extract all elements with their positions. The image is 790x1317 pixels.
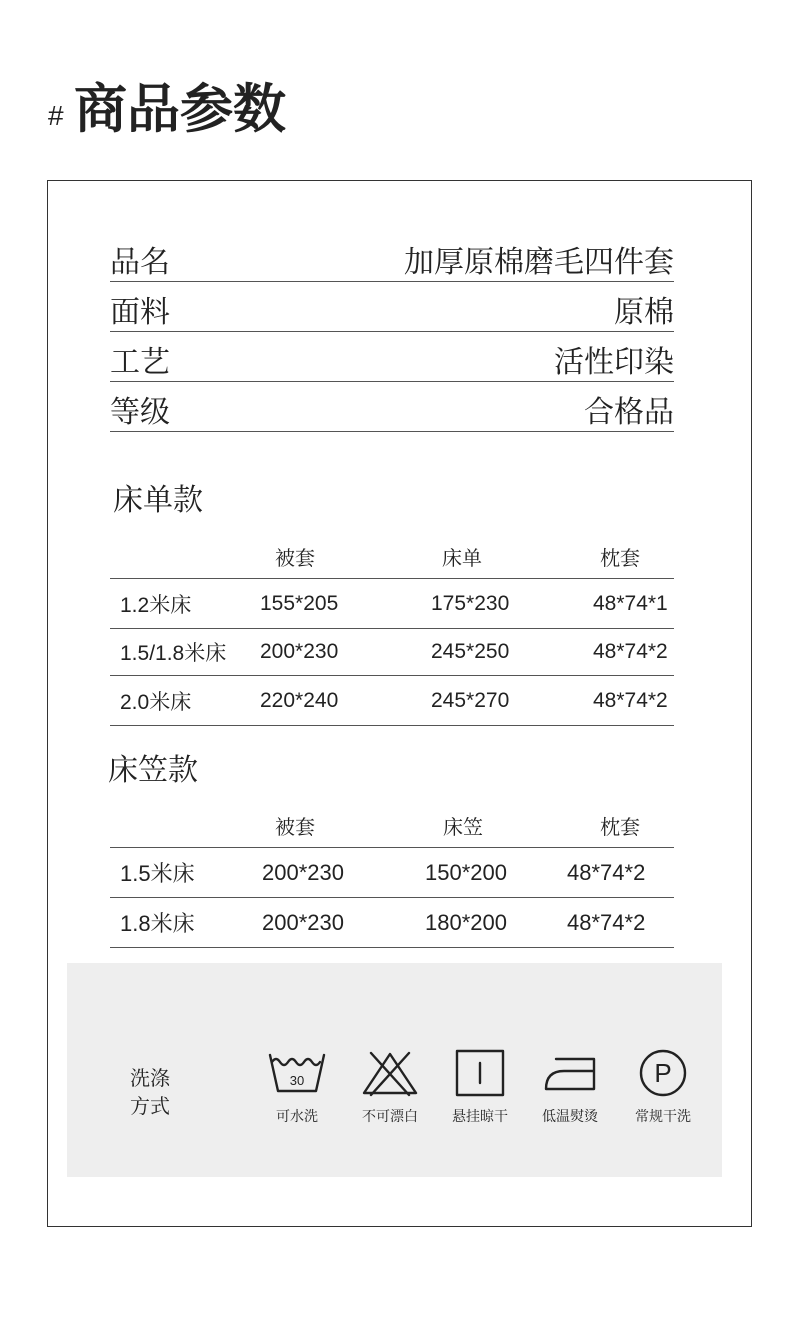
table-cell: 180*200 — [425, 909, 507, 935]
bed-size-cell: 1.2米床 — [120, 593, 192, 617]
spec-label: 等级 — [110, 396, 170, 429]
washtub-30-icon — [267, 1049, 327, 1097]
bed-size-cell: 1.5米床 — [120, 861, 195, 886]
table-header-row — [110, 803, 674, 848]
table-header-row — [110, 535, 674, 579]
care-label: 可水洗 — [276, 1108, 318, 1124]
table-header-cell: 枕套 — [600, 548, 640, 570]
table-header-cell: 床笠 — [443, 816, 483, 839]
spec-label: 面料 — [110, 296, 170, 329]
care-label: 悬挂晾干 — [452, 1108, 508, 1124]
table-cell: 200*230 — [262, 909, 344, 935]
table-cell: 48*74*2 — [567, 859, 646, 885]
table-row — [110, 898, 674, 948]
care-heading-line: 方式 — [130, 1096, 170, 1118]
table-header-cell: 枕套 — [600, 816, 640, 839]
table-cell: 220*240 — [260, 688, 339, 712]
spec-label: 品名 — [110, 246, 170, 279]
spec-row-name — [110, 232, 674, 282]
spec-value: 活性印染 — [554, 346, 674, 379]
care-item-bleach — [345, 1049, 435, 1125]
fitted-set-title: 床笠款 — [108, 754, 198, 787]
fitted-set-table — [110, 803, 674, 948]
spec-value: 加厚原棉磨毛四件套 — [404, 246, 674, 279]
table-cell: 48*74*2 — [593, 640, 668, 663]
table-cell: 48*74*1 — [593, 591, 668, 615]
table-cell: 200*230 — [260, 640, 339, 663]
table-header-cell: 被套 — [275, 816, 315, 839]
bed-size-cell: 1.5/1.8米床 — [120, 642, 227, 665]
bed-size-cell: 1.8米床 — [120, 911, 195, 936]
table-cell: 245*250 — [431, 640, 510, 663]
spec-row-grade — [110, 382, 674, 432]
sheet-set-table — [110, 535, 674, 726]
care-panel — [67, 963, 722, 1177]
care-label: 常规干洗 — [635, 1108, 691, 1124]
table-row — [110, 579, 674, 629]
table-cell: 200*230 — [262, 859, 344, 885]
table-row — [110, 629, 674, 676]
dry-clean-p-icon — [633, 1049, 693, 1097]
care-heading — [130, 1065, 170, 1121]
spec-value: 合格品 — [584, 396, 674, 429]
care-label: 不可漂白 — [362, 1108, 418, 1124]
care-label: 低温熨烫 — [542, 1108, 598, 1124]
care-item-iron — [525, 1049, 615, 1125]
care-heading-line: 洗涤 — [130, 1068, 170, 1090]
sheet-set-title: 床单款 — [113, 484, 203, 517]
low-iron-icon — [540, 1049, 600, 1097]
table-cell: 155*205 — [260, 591, 339, 615]
wash-temperature-text: 30 — [289, 1073, 305, 1088]
table-cell: 150*200 — [425, 859, 507, 885]
spec-row-craft — [110, 332, 674, 382]
dry-clean-letter: P — [654, 1058, 672, 1088]
bed-size-cell: 2.0米床 — [120, 690, 192, 714]
table-cell: 245*270 — [431, 688, 510, 712]
line-dry-icon — [450, 1049, 510, 1097]
title-hash: # — [48, 100, 64, 131]
table-row — [110, 848, 674, 898]
page-title: 商品参数 — [74, 80, 286, 139]
care-item-dryclean — [618, 1049, 708, 1125]
spec-value: 原棉 — [614, 296, 674, 329]
table-cell: 175*230 — [431, 591, 510, 615]
spec-list — [110, 232, 674, 432]
no-bleach-icon — [360, 1049, 420, 1097]
table-row — [110, 676, 674, 726]
spec-label: 工艺 — [110, 346, 170, 379]
table-header-cell: 被套 — [275, 548, 315, 570]
table-cell: 48*74*2 — [567, 909, 646, 935]
care-item-dry — [435, 1049, 525, 1125]
table-header-cell: 床单 — [442, 548, 482, 570]
table-cell: 48*74*2 — [593, 688, 668, 712]
care-item-wash — [252, 1049, 342, 1125]
spec-row-fabric — [110, 282, 674, 332]
